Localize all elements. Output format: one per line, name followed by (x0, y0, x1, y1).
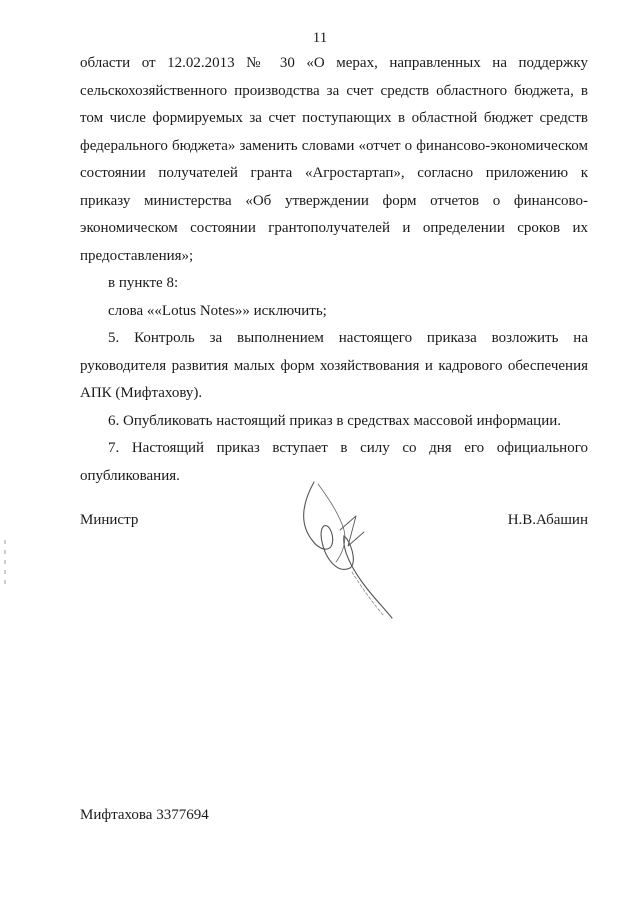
signer-title: Министр (80, 512, 139, 528)
page-number: 11 (312, 30, 328, 46)
document-body (80, 50, 588, 490)
paragraph-2: в пункте 8: (108, 275, 179, 291)
paragraph-6: 7. Настоящий приказ вступает в силу со дня его официального опубликования. (80, 440, 588, 484)
paragraph-5: 6. Опубликовать настоящий приказ в средствах массовой информации. (108, 412, 562, 429)
handwritten-signature (292, 470, 402, 620)
scan-margin-marks (4, 540, 6, 584)
signer-name: Н.В.Абашин (507, 512, 588, 528)
paragraph-3: слова ««Lotus Notes»» исключить; (108, 302, 327, 319)
executor-contact: Мифтахова 3377694 (80, 807, 209, 823)
paragraph-1: области от 12.02.2013 № 30 «О мерах, направленных на поддержку сельскохозяйственного производства за счет средств областного бюджета, в том числе формируемых за счет поступающих в областной бюджет средств федерального бюджета» заменить словами «отчет о финансово-экономическом состоянии получателей гранта «Агростартап», согласно приложению к приказу министерства «Об утверждении форм отчетов о финансово-экономическом состоянии грантополучателей и определении сроков их предоставления»; (80, 55, 588, 264)
paragraph-4: 5. Контроль за выполнением настоящего приказа возложить на руководителя развития малых форм хозяйствования и кадрового обеспечения АПК (Мифтахову). (80, 330, 588, 401)
